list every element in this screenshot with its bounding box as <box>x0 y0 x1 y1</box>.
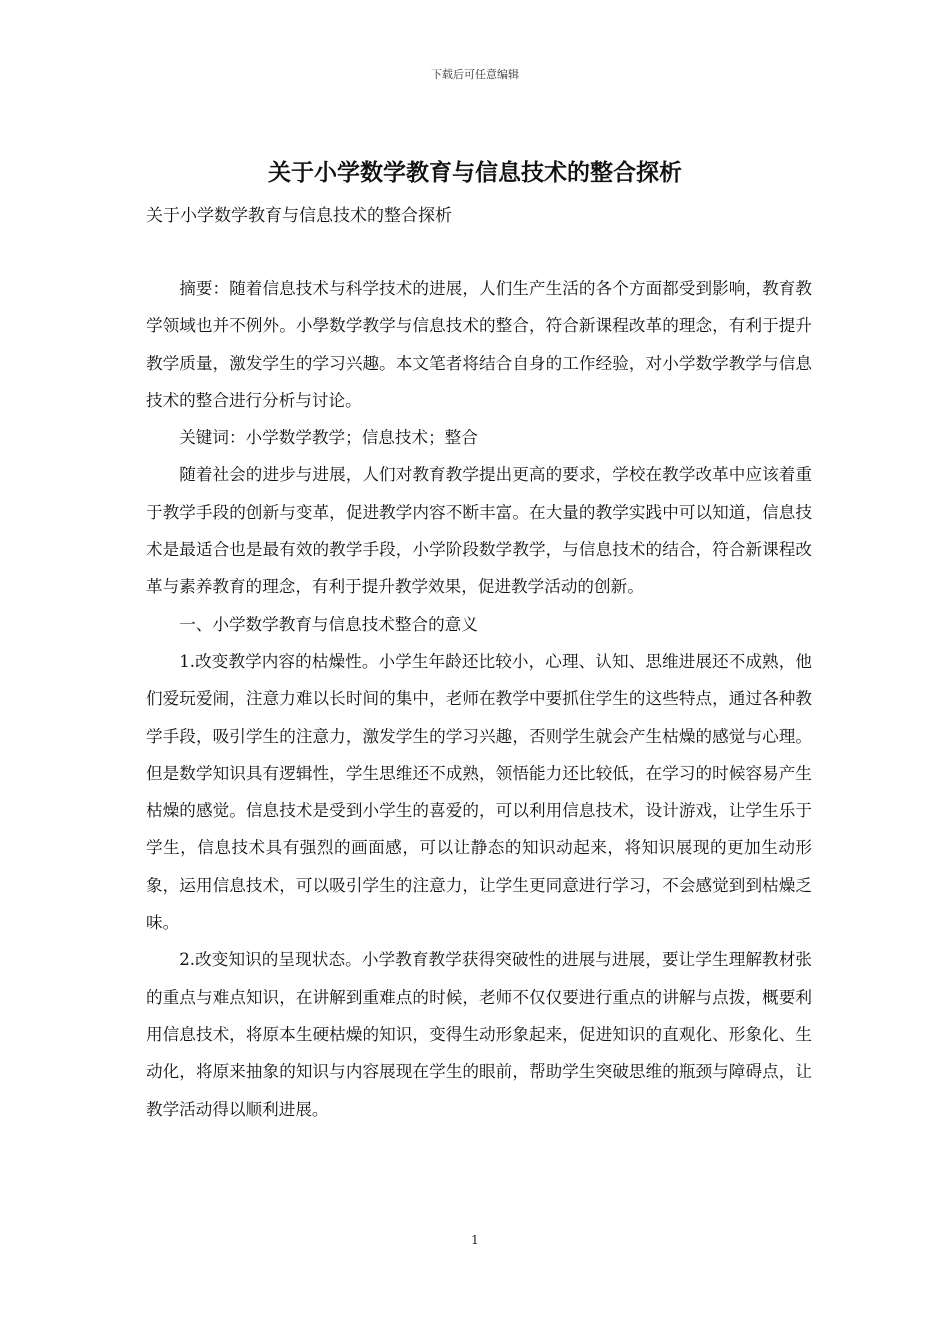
section-heading: 一、小学数学教育与信息技术整合的意义 <box>179 614 478 634</box>
page-number: 1 <box>471 1233 479 1247</box>
point-2-paragraph: 2.改变知识的呈现状态。小学教育教学获得突破性的进展与进展，要让学生理解教材张的重点与难点知识，在讲解到重难点的时候，老师不仅仅要进行重点的讲解与点拨，概要利用信息技术，将原本生硬枯燥的知识，变得生动形象起来，促进知识的直观化、形象化、生动化，将原来抽象的知识与内容展现在学生的眼前，帮助学生突破思维的瓶颈与障碍点，让教学活动得以顺利进展。 <box>146 950 812 1119</box>
document-subtitle: 关于小学数学教育与信息技术的整合探析 <box>146 206 452 226</box>
keywords-paragraph: 关键词：小学数学教学；信息技术；整合 <box>179 428 478 448</box>
page-header-note: 下载后可任意编辑 <box>431 68 519 81</box>
intro-paragraph: 随着社会的进步与进展，人们对教育教学提出更高的要求，学校在教学改革中应该着重于教学手段的创新与变革，促进教学内容不断丰富。在大量的教学实践中可以知道，信息技术是最适合也是最有效的教学手段，小学阶段数学教学，与信息技术的结合，符合新课程改革与素养教育的理念，有利于提升教学效果，促进教学活动的创新。 <box>146 465 812 597</box>
point-1-paragraph: 1.改变教学内容的枯燥性。小学生年龄还比较小，心理、认知、思维进展还不成熟，他们爱玩爱闹，注意力难以长时间的集中，老师在教学中要抓住学生的这些特点，通过各种教学手段，吸引学生的注意力，激发学生的学习兴趣，否则学生就会产生枯燥的感觉与心理。但是数学知识具有逻辑性，学生思维还不成熟，领悟能力还比较低，在学习的时候容易产生枯燥的感觉。信息技术是受到小学生的喜爱的，可以利用信息技术，设计游戏，让学生乐于学生，信息技术具有强烈的画面感，可以让静态的知识动起来，将知识展现的更加生动形象，运用信息技术，可以吸引学生的注意力，让学生更同意进行学习，不会感觉到到枯燥乏味。 <box>146 651 812 933</box>
document-body <box>146 270 812 1128</box>
document-title: 关于小学数学教育与信息技术的整合探析 <box>268 160 682 186</box>
abstract-paragraph: 摘要：随着信息技术与科学技术的进展，人们生产生活的各个方面都受到影响，教育教学领域也并不例外。小學数学教学与信息技术的整合，符合新课程改革的理念，有利于提升教学质量，激发学生的学习兴趣。本文笔者将结合自身的工作经验，对小学数学教学与信息技术的整合进行分析与讨论。 <box>146 279 812 410</box>
